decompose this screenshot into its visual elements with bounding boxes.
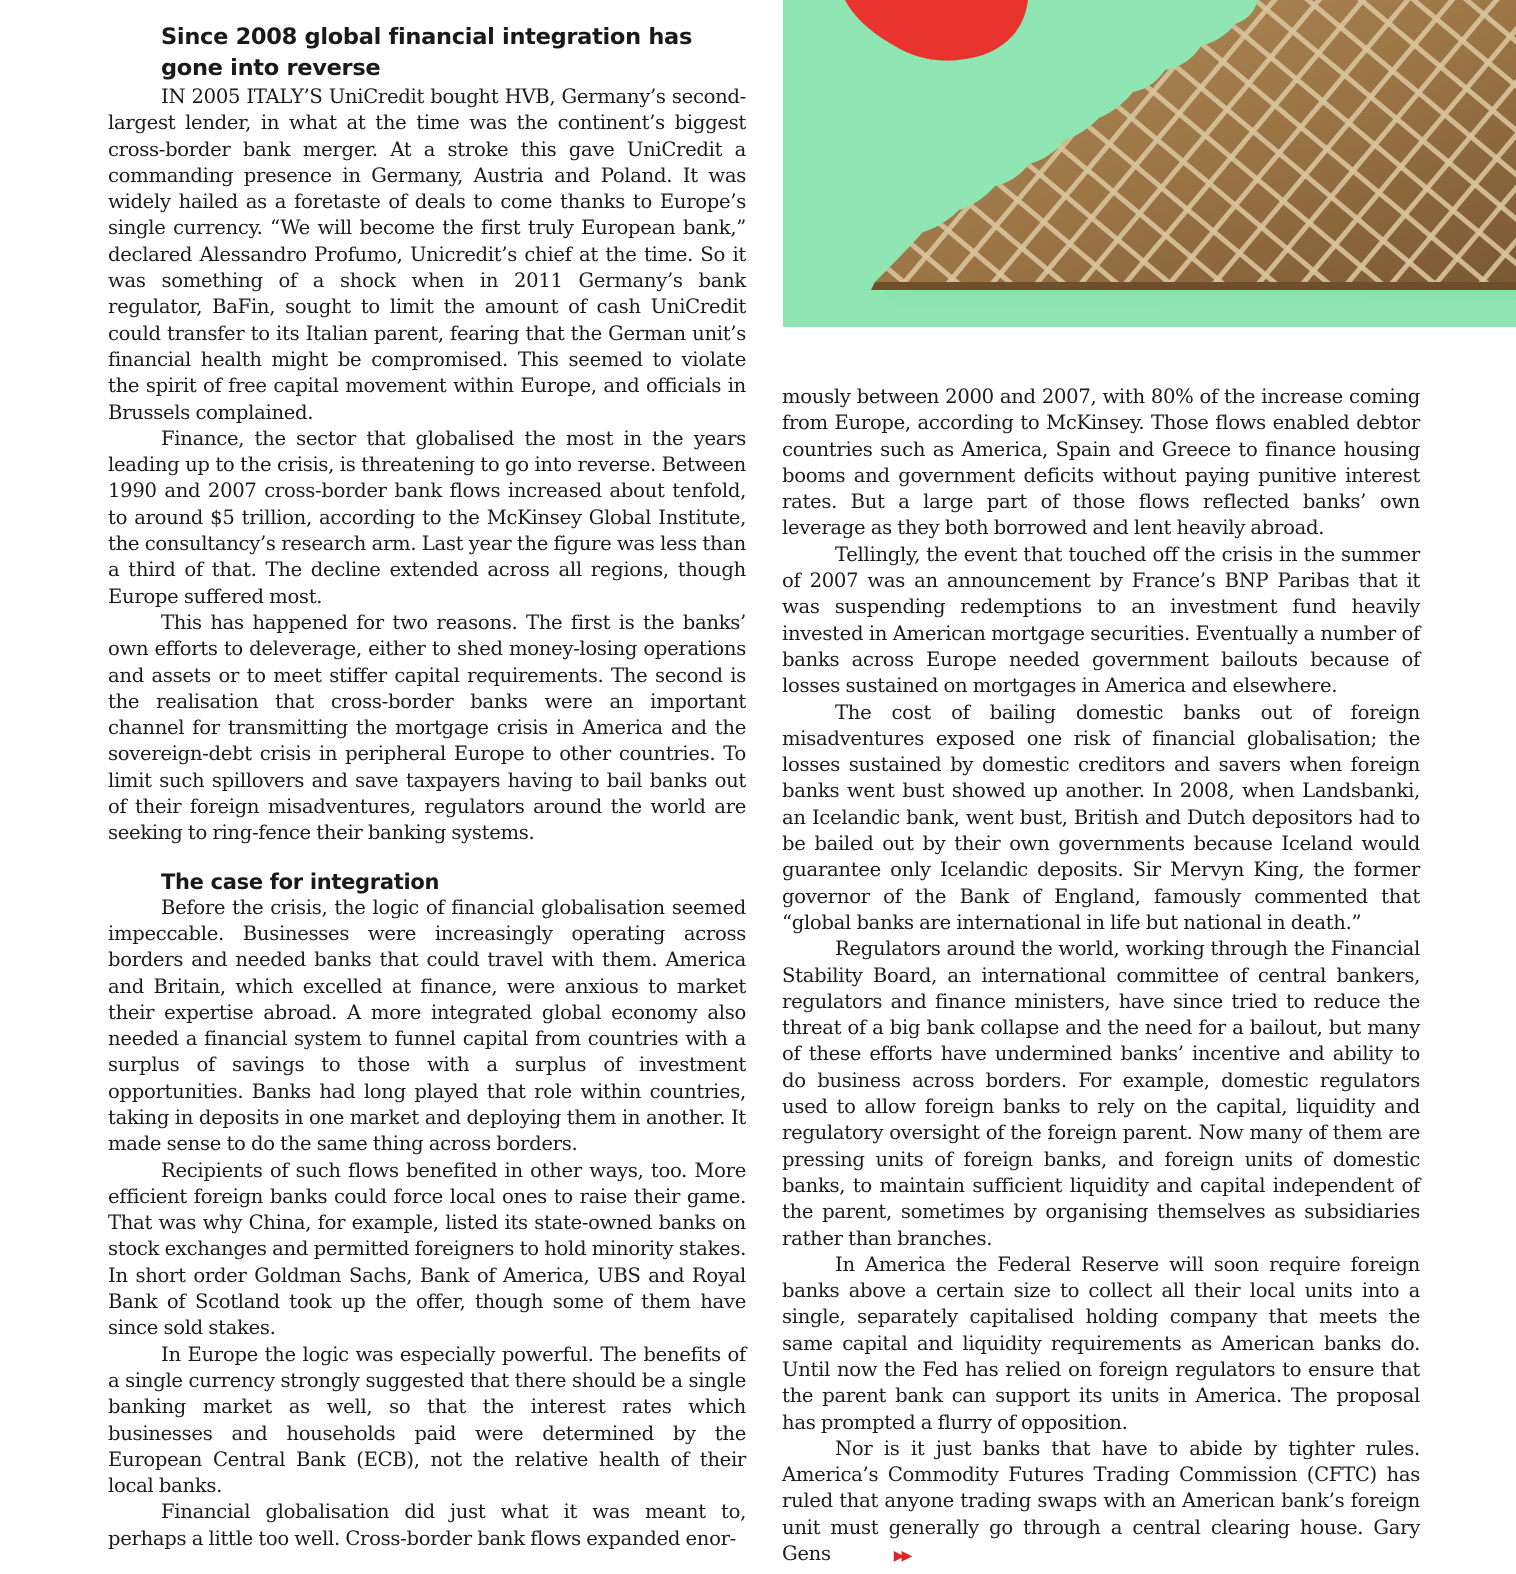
continue-arrow-icon: ▶▶ <box>893 1548 910 1565</box>
paragraph: This has happened for two reasons. The first is the banks’ own efforts to deleverage, either to shed money-losing operations and assets or to meet stiffer capital requirements. The second is the realisation that cross-border banks were an important channel for transmitting the mortgage crisis in America and the sovereign-debt crisis in peripheral Europe to other countries. To limit such spillovers and save taxpayers having to bail banks out of their foreign misadventures, regulators around the world are seeking to ring-fence their banking systems. <box>108 610 746 845</box>
paragraph: The cost of bailing domestic banks out of foreign misadventures exposed one risk of financial globalisation; the losses sustained by domestic creditors and savers when foreign banks went bust showed up another. In 2008, when Landsbanki, an Icelandic bank, went bust, British and Dutch depositors had to be bailed out by their own governments because Iceland would guarantee only Icelandic deposits. Sir Mervyn King, the former governor of the Bank of England, famously commented that “global banks are international in life but national in death.” <box>782 700 1420 934</box>
paragraph: mously between 2000 and 2007, with 80% of the increase coming from Europe, according to McKinsey. Those flows enabled debtor countries such as America, Spain and Greece to finance housing booms and government deficits without paying punitive interest rates. But a large part of those flows reflected banks’ own leverage as they both borrowed and lent heavily abroad. <box>782 385 1420 540</box>
paragraph: Nor is it just banks that have to abide by tighter rules. America’s Commodity Futures Trading Commission (CFTC) has ruled that anyone trading swaps with an American bank’s foreign unit must generally go through a central clearing house. Gary Gens ▶▶ <box>782 1436 1420 1569</box>
paragraph: IN 2005 ITALY’S UniCredit bought HVB, Germany’s second-largest lender, in what at the time was the continent’s biggest cross-border bank merger. At a stroke this gave UniCredit a commanding presence in Germany, Austria and Poland. It was widely hailed as a foretaste of deals to come thanks to Europe’s single currency. “We will become the first truly European bank,” declared Alessandro Profumo, Unicredit’s chief at the time. So it was something of a shock when in 2011 Germany’s bank regulator, BaFin, sought to limit the amount of cash UniCredit could transfer to its Italian parent, fearing that the German unit’s financial health might be compromised. This seemed to violate the spirit of free capital movement within Europe, and officials in Brussels complained. <box>108 85 746 424</box>
article-headline: Since 2008 global financial integration has gone into reverse <box>161 24 693 81</box>
article-column-right <box>782 384 1420 1569</box>
paragraph: Finance, the sector that globalised the most in the years leading up to the crisis, is threatening to go into reverse. Between 1990 and 2007 cross-border bank flows increased about tenfold, to around $5 trillion, according to the McKinsey Global Institute, the consultancy’s research arm. Last year the figure was less than a third of that. The decline extended across all regions, though Europe suffered most. <box>108 426 746 608</box>
paragraph: Before the crisis, the logic of financial globalisation seemed impeccable. Businesses were increasingly operating across borders and needed banks that could travel with them. America and Britain, which excelled at finance, were anxious to market their expertise abroad. A more integrated global economy also needed a financial system to funnel capital from countries with a surplus of savings to those with a surplus of investment opportunities. Banks had long played that role within countries, taking in deposits in one market and deploying them in another. It made sense to do the same thing across borders. <box>108 895 746 1156</box>
ice-cream-cone-illustration <box>783 0 1516 327</box>
paragraph: Financial globalisation did just what it was meant to, perhaps a little too well. Cross-border bank flows expanded enor- <box>108 1500 746 1550</box>
paragraph: Tellingly, the event that touched off the crisis in the summer of 2007 was an announcement by France’s BNP Paribas that it was suspending redemptions to an investment fund heavily invested in American mortgage securities. Eventually a number of banks across Europe needed government bailouts because of losses sustained on mortgages in America and elsewhere. <box>782 542 1420 698</box>
paragraph: In America the Federal Reserve will soon require foreign banks above a certain size to collect all their local units into a single, separately capitalised holding company that meets the same capital and liquidity requirements as American banks do. Until now the Fed has relied on foreign regulators to ensure that the parent bank can support its units in America. The proposal has prompted a flurry of opposition. <box>782 1252 1420 1434</box>
paragraph: Regulators around the world, working through the Financial Stability Board, an international committee of central bankers, regulators and finance ministers, have since tried to reduce the threat of a big bank collapse and the need for a bailout, but many of these efforts have undermined banks’ incentive and ability to do business across borders. For example, domestic regulators used to allow foreign banks to rely on the capital, liquidity and regulatory oversight of the foreign parent. Now many of them are pressing units of foreign banks, and foreign units of domestic banks, to maintain sufficient liquidity and capital independent of the parent, sometimes by organising themselves as subsidiaries rather than branches. <box>782 937 1420 1250</box>
paragraph: In Europe the logic was especially powerful. The benefits of a single currency strongly suggested that there should be a single banking market as well, so that the interest rates which businesses and households paid were determined by the European Central Bank (ECB), not the relative health of their local banks. <box>108 1342 746 1498</box>
article-column-left <box>108 22 746 1552</box>
article-illustration <box>783 0 1516 327</box>
section-subhead: The case for integration <box>161 869 440 894</box>
paragraph: Recipients of such flows benefited in other ways, too. More efficient foreign banks could force local ones to raise their game. That was why China, for example, listed its state-owned banks on stock exchanges and permitted foreigners to hold minority stakes. In short order Goldman Sachs, Bank of America, UBS and Royal Bank of Scotland took up the offer, though some of them have since sold stakes. <box>108 1158 746 1340</box>
